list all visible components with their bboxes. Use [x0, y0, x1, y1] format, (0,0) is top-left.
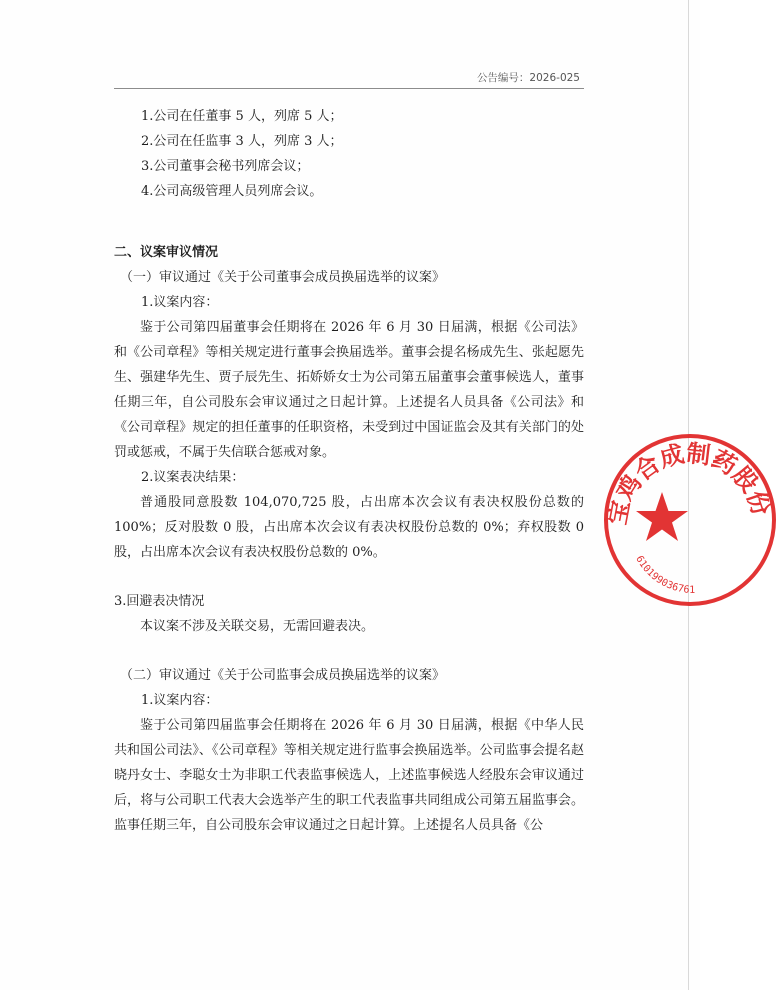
attendance-item-4: 4.公司高级管理人员列席会议。 [141, 184, 323, 199]
motion1-content-label: 1.议案内容： [141, 295, 219, 310]
motion2-content-label: 1.议案内容： [141, 693, 219, 708]
motion1-recusal-text: 本议案不涉及关联交易，无需回避表决。 [140, 619, 375, 634]
attendance-item-2: 2.公司在任监事 3 人，列席 3 人； [141, 134, 343, 149]
attendance-item-3: 3.公司董事会秘书列席会议； [141, 159, 310, 174]
company-seal-stamp [600, 430, 780, 610]
motion1-content: 鉴于公司第四届董事会任期将在 2026 年 6 月 30 日届满，根据《公司法》和《公司章程》等相关规定进行董事会换届选举。董事会提名杨成先生、张起愿先生、强建华先生、贾子辰先生、拓娇娇女士为公司第五届董事会董事候选人，董事任期三年，自公司股东会审议通过之日起计算。上述提名人员具备《公司法》和《公司章程》规定的担任董事的任职资格，未受到过中国证监会及其有关部门的处罚或惩戒，不属于失信联合惩戒对象。 [114, 320, 584, 460]
motion2-content: 鉴于公司第四届监事会任期将在 2026 年 6 月 30 日届满，根据《中华人民共和国公司法》、《公司章程》等相关规定进行监事会换届选举。公司监事会提名赵晓丹女士、李聪女士为非职工代表监事候选人，上述监事候选人经股东会审议通过后，将与公司职工代表大会选举产生的职工代表监事共同组成公司第五届监事会。监事任期三年，自公司股东会审议通过之日起计算。上述提名人员具备《公 [114, 718, 584, 833]
motion1-vote-label: 2.议案表决结果： [141, 470, 245, 485]
header-rule [114, 88, 584, 89]
section-heading: 二、议案审议情况 [114, 245, 219, 260]
seal-star-icon [636, 492, 688, 541]
seal-number: 610199036761 [633, 554, 696, 596]
seal-text: 宝鸡合成制药股份 [603, 439, 776, 527]
announcement-number: 公告编号：2026-025 [476, 72, 580, 84]
motion1-vote-result: 普通股同意股数 104,070,725 股，占出席本次会议有表决权股份总数的 100%；反对股数 0 股，占出席本次会议有表决权股份总数的 0%；弃权股数 0 股，占出席本次会议有表决权股份总数的 0%。 [114, 495, 584, 560]
motion2-title: （二）审议通过《关于公司监事会成员换届选举的议案》 [120, 668, 446, 683]
motion1-title: （一）审议通过《关于公司董事会成员换届选举的议案》 [120, 270, 446, 285]
document-body [114, 100, 584, 838]
attendance-item-1: 1.公司在任董事 5 人，列席 5 人； [141, 109, 343, 124]
motion1-recusal-label: 3.回避表决情况 [114, 594, 205, 609]
